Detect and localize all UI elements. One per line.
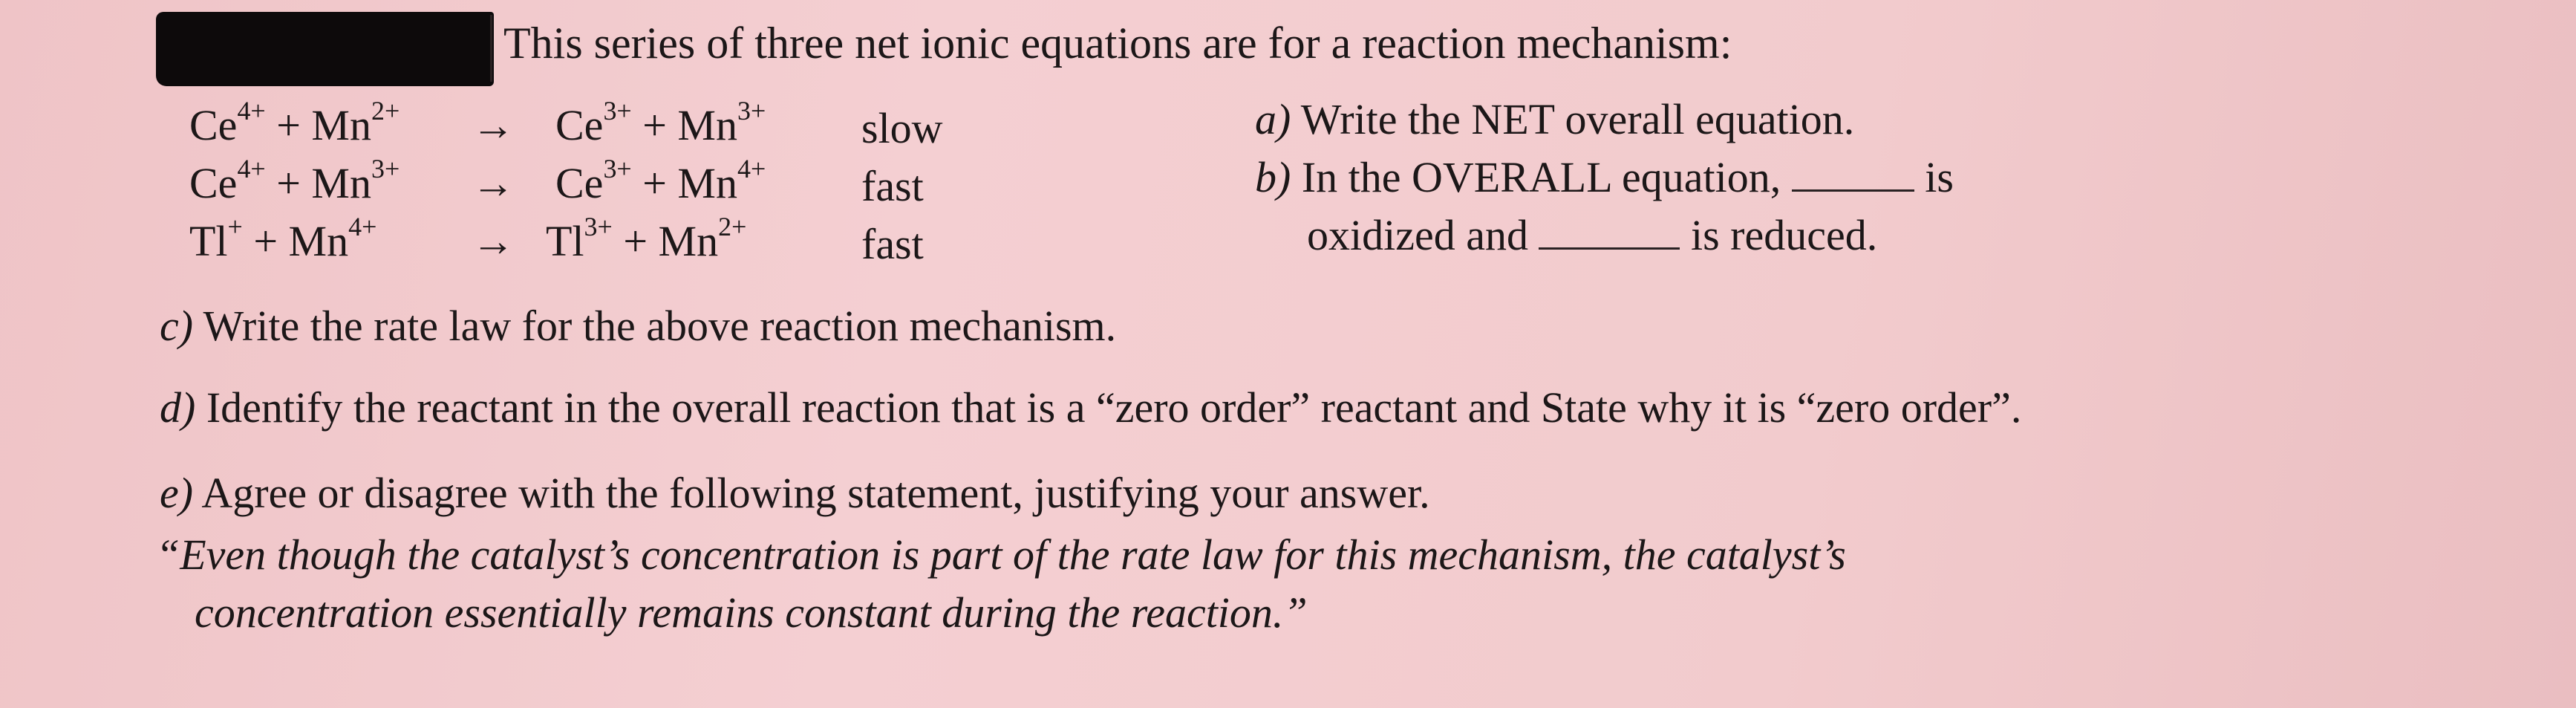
header-text: This series of three net ionic equations are for a reaction mechanism: (503, 19, 1732, 68)
question-b-line-2: oxidized and is reduced. (1307, 211, 1878, 259)
question-c-text: Write the rate law for the above reaction mechanism. (203, 302, 1117, 350)
redacted-label (156, 12, 494, 86)
question-d (160, 383, 2022, 432)
equation-2-products: $Ce^{3+} + Mn^{4+}$ (555, 154, 766, 207)
question-d-label: d) (160, 383, 196, 432)
equation-3-rate: fast (861, 220, 924, 268)
equation-2-arrow: → (472, 159, 515, 207)
answer-blank-reduced[interactable] (1539, 247, 1680, 250)
question-c-label: c) (160, 302, 194, 350)
question-e (160, 469, 1430, 517)
equation-3-reactants: $Tl^+ + Mn^{4+}$ (189, 212, 377, 265)
question-a (1255, 95, 1855, 143)
equation-1-rate: slow (861, 104, 943, 152)
equation-1-arrow: → (472, 101, 515, 149)
question-e-label: e) (160, 469, 194, 517)
question-a-label: a) (1255, 95, 1291, 143)
equation-3-arrow: → (472, 217, 515, 265)
quote-line-1: “Even though the catalyst’s concentration is part of the rate law for this mechanism, the catalyst’s (156, 530, 1846, 579)
equation-1-reactants: $Ce^{4+} + Mn^{2+}$ (189, 96, 400, 149)
equation-2-rate: fast (861, 162, 924, 210)
question-e-text: Agree or disagree with the following statement, justifying your answer. (201, 469, 1430, 517)
question-b-line-1: b) In the OVERALL equation, is (1255, 153, 1954, 201)
quote-line-2: concentration essentially remains constant during the reaction.” (195, 588, 1308, 637)
question-c (160, 302, 1117, 350)
question-a-text: Write the NET overall equation. (1300, 95, 1855, 143)
separator-line (490, 15, 492, 82)
equation-1-products: $Ce^{3+} + Mn^{3+}$ (555, 96, 766, 149)
equation-2-reactants: $Ce^{4+} + Mn^{3+}$ (189, 154, 400, 207)
question-d-text: Identify the reactant in the overall reaction that is a “zero order” reactant and State why it is “zero order”. (206, 383, 2022, 432)
answer-blank-oxidized[interactable] (1792, 189, 1914, 192)
equation-3-products: $Tl^{3+} + Mn^{2+}$ (546, 212, 747, 265)
question-b-label: b) (1255, 153, 1291, 201)
